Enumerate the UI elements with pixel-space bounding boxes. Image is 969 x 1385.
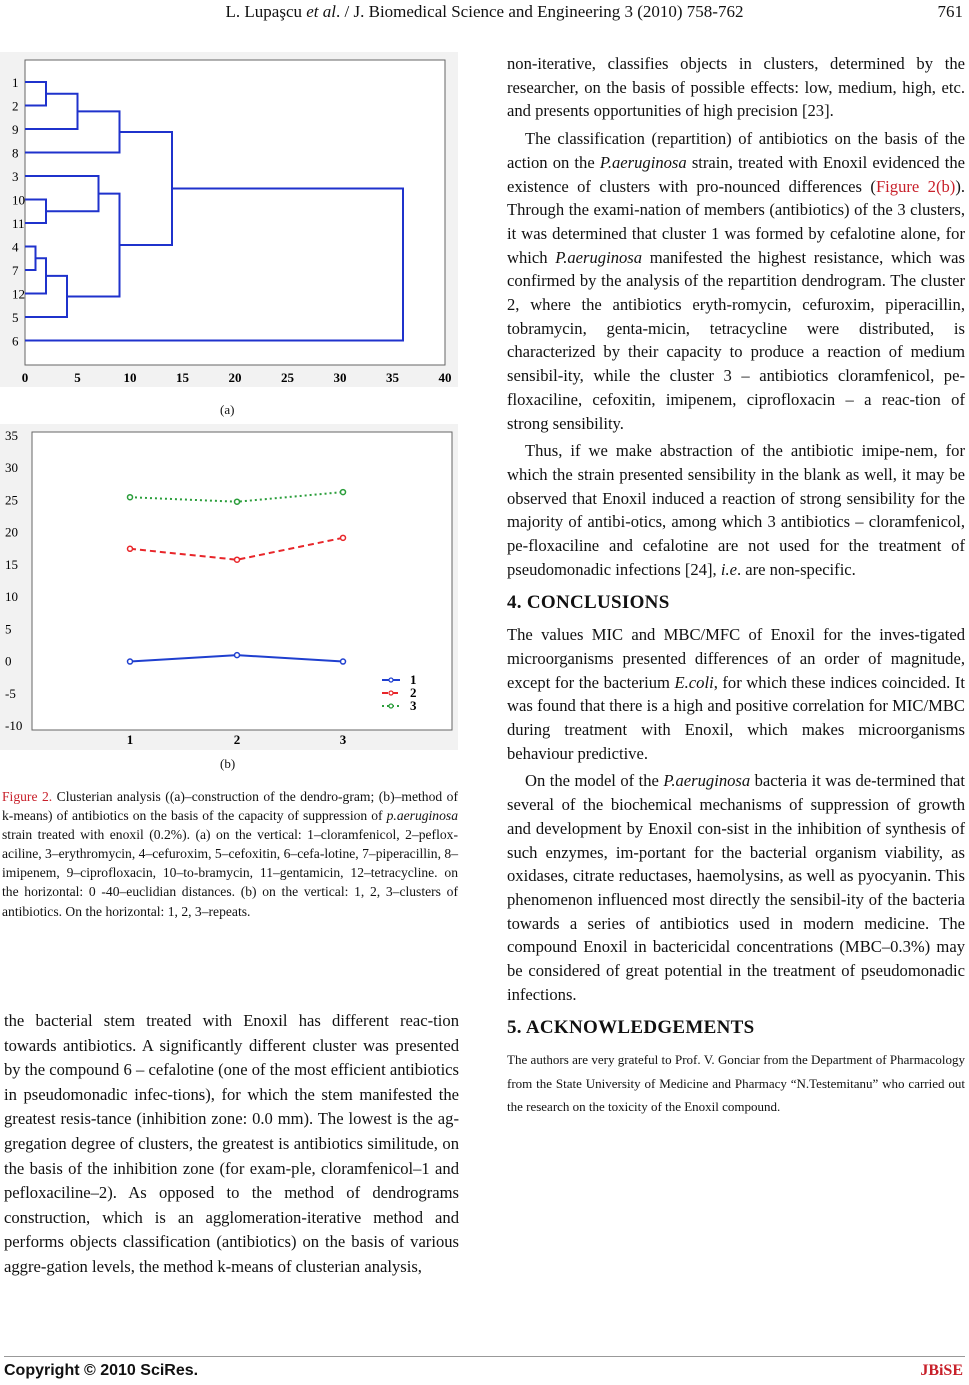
leaf-label-3: 3 bbox=[12, 169, 19, 184]
x-tick-label: 30 bbox=[333, 370, 347, 385]
y-tick-label: 10 bbox=[5, 589, 18, 605]
data-point bbox=[235, 499, 240, 504]
data-point bbox=[341, 535, 346, 540]
paragraph: On the model of the P.aeruginosa bacteria it was de-termined that several of the biochemical mechanisms of suppression of growth and development by Enoxil con-sist in the inhibition of synthesis of such enzymes, im-portant for the bacterial organism viability, as oxidases, citrate reductases, haemolysins, as well as pyocyanin. This phenomenon influenced most directly the sensibil-ity of the bacteria towards a series of antibiotics used in modern medicine. The compound Enoxil in bactericidal concentrations (MBC–0.3%) may be considered of great potential in the treatment of pseudomonadic infections. bbox=[507, 771, 965, 1004]
leaf-label-11: 11 bbox=[12, 216, 25, 231]
paragraph: The values MIC and MBC/MFC of Enoxil for the inves-tigated microorganisms presented differences of an order of magnitude, except for the bacterium E.coli, for which these indices coincided. It was found that there is a high and positive correlation for MIC/MBC during treatment with Enoxil, which makes microorganisms behaviour predictive. bbox=[507, 625, 965, 763]
y-tick-label: 30 bbox=[5, 460, 18, 476]
leaf-label-4: 4 bbox=[12, 239, 19, 255]
leaf-label-6: 6 bbox=[12, 333, 19, 349]
y-tick-label: 20 bbox=[5, 524, 18, 540]
footer-divider bbox=[4, 1356, 965, 1357]
right-column bbox=[507, 52, 965, 1119]
leaf-label-8: 8 bbox=[12, 145, 19, 161]
y-tick-label: -5 bbox=[5, 685, 16, 701]
subfigure-a-label: (a) bbox=[220, 402, 235, 417]
data-point bbox=[128, 659, 133, 664]
caption-label: Figure 2. bbox=[2, 789, 53, 804]
legend-marker bbox=[389, 691, 393, 695]
legend-label: 2 bbox=[410, 685, 417, 700]
y-tick-label: 0 bbox=[5, 653, 12, 669]
leaf-label-10: 10 bbox=[12, 192, 25, 208]
leaf-label-1: 1 bbox=[12, 75, 19, 90]
figure-reference-link[interactable]: Figure 2(b) bbox=[875, 176, 956, 196]
dendrogram-chart bbox=[0, 52, 458, 387]
x-tick-label: 25 bbox=[281, 370, 294, 385]
copyright-notice: Copyright © 2010 SciRes. bbox=[4, 1362, 199, 1379]
legend-label: 3 bbox=[410, 698, 417, 713]
journal-abbreviation: JBiSE bbox=[920, 1362, 963, 1379]
subfigure-b-label: (b) bbox=[220, 756, 236, 771]
leaf-label-9: 9 bbox=[12, 122, 19, 137]
x-tick-label: 20 bbox=[228, 370, 242, 385]
legend-marker bbox=[389, 678, 393, 682]
legend-marker bbox=[389, 704, 393, 708]
figure-caption: Figure 2. Clusterian analysis ((a)–construction of the dendro-gram; (b)–method of k-means) of antibiotics on the basis of the capacity of suppression of p.aeruginosa strain treated with enoxil (0.2%). (a) on the vertical: 1–cloramfenicol, 2–peflox-aciline, 3–erythromycin, 4–cefuroxim, 5–cefoxitin, 6–cefa-lotine, 7–piperacillin, 8–imipenem, 9–ciprofloxacin, 10–to-bramycin, 11–gentamicin, 12–tetracycline. on the horizontal: 0 -40–euclidian distances. (b) on the vertical: 1, 2, 3–clusters of antibiotics. On the horizontal: 1, 2, 3–repeats. bbox=[2, 789, 458, 919]
legend-label: 1 bbox=[410, 672, 417, 687]
data-point bbox=[128, 546, 133, 551]
running-title: L. Lupaşcu et al. / J. Biomedical Science and Engineering 3 (2010) 758-762 bbox=[225, 2, 744, 21]
data-point bbox=[341, 659, 346, 664]
y-tick-label: -10 bbox=[5, 718, 23, 733]
running-header bbox=[0, 2, 969, 22]
acknowledgements-text: The authors are very grateful to Prof. V. Gonciar from the Department of Pharmacology from the State University of Medicine and Pharmacy “N.Testemitanu” who carried out the research on the toxicity of the Enoxil compound. bbox=[507, 1052, 965, 1115]
leaf-label-7: 7 bbox=[12, 263, 19, 278]
x-tick-label: 0 bbox=[21, 370, 29, 385]
leaf-label-5: 5 bbox=[12, 310, 19, 325]
x-tick-label: 1 bbox=[126, 732, 134, 747]
leaf-label-2: 2 bbox=[12, 98, 19, 114]
x-tick-label: 35 bbox=[386, 370, 399, 385]
data-point bbox=[341, 490, 346, 495]
paragraph: non-iterative, classifies objects in clusters, determined by the researcher, on the basis of possible effects: low, medium, high, etc. and presents opportunities of high precision [23]. bbox=[507, 54, 965, 121]
data-point bbox=[235, 653, 240, 658]
x-tick-label: 3 bbox=[339, 732, 347, 747]
x-tick-label: 15 bbox=[176, 370, 189, 385]
page-number: 761 bbox=[937, 2, 963, 21]
paragraph: Thus, if we make abstraction of the antibiotic imipe-nem, for which the strain presented sensibility in the blank as well, it may be observed that Enoxil induced a reaction of strong sensibility for the majority of antibi-otics, among which 3 antibiotics – cloramfenicol, pe-floxaciline and cefalotine are not used for the treatment of pseudomonadic infections [24], i.e. are non-specific. bbox=[507, 441, 965, 579]
x-tick-label: 10 bbox=[123, 370, 137, 385]
x-tick-label: 5 bbox=[74, 370, 81, 385]
paragraph: The classification (repartition) of antibiotics on the basis of the action on the P.aeruginosa strain, treated with Enoxil evidenced the existence of clusters with pro-nounced differences (Figure 2(b)). Through the exami-nation of members (antibiotics) of the 3 clusters, it was determined that cluster 1 was formed by cefalotine alone, for which P.aeruginosa manifested the highest resistance, which was confirmed by the analysis of the repartition dendrogram. The cluster 2, where the antibiotics eryth-romycin, cefuroxim, piperacillin, tobramycin, genta-micin, tetracycline were distributed, is characterized by their capacity to produce a reaction of medium sensibil-ity, while the cluster 3 – antibiotics cloramfenicol, pe-floxaciline, cefoxitin, imipenem, ciprofloxacin – a reac-tion of strong sensibility. bbox=[507, 129, 966, 433]
leaf-label-12: 12 bbox=[12, 286, 25, 302]
x-tick-label: 40 bbox=[438, 370, 452, 385]
x-tick-label: 2 bbox=[233, 732, 241, 747]
y-tick-label: 15 bbox=[5, 556, 18, 572]
data-point bbox=[235, 557, 240, 562]
section-heading-acknowledgements: 5. ACKNOWLEDGEMENTS bbox=[507, 1017, 755, 1039]
data-point bbox=[128, 495, 133, 500]
y-tick-label: 25 bbox=[5, 492, 18, 508]
y-tick-label: 35 bbox=[5, 428, 18, 443]
paragraph: the bacterial stem treated with Enoxil has different reac-tion towards antibiotics. A significantly different cluster was presented by the compound 6 – cefalotine (one of the most efficient antibiotics in pseudomonadic infec-tions), for which the stem manifested the greatest resis-tance (inhibition zone: 0.0 mm). The lowest is the ag-gregation degree of clusters, the greatest is antibiotics similitude, on the basis of the inhibition zone (for exam-ple, cloramfenicol–1 and pefloxaciline–2). As opposed to the method of dendrograms construction, which is an agglomeration-iterative method and performs objects classification (antibiotics) on the basis of various aggre-gation levels, the method k-means of clusterian analysis, bbox=[4, 1011, 459, 1276]
section-heading-conclusions: 4. CONCLUSIONS bbox=[507, 592, 670, 614]
left-column-text bbox=[4, 1009, 459, 1280]
y-tick-label: 5 bbox=[5, 621, 12, 637]
kmeans-line-chart bbox=[0, 424, 458, 750]
